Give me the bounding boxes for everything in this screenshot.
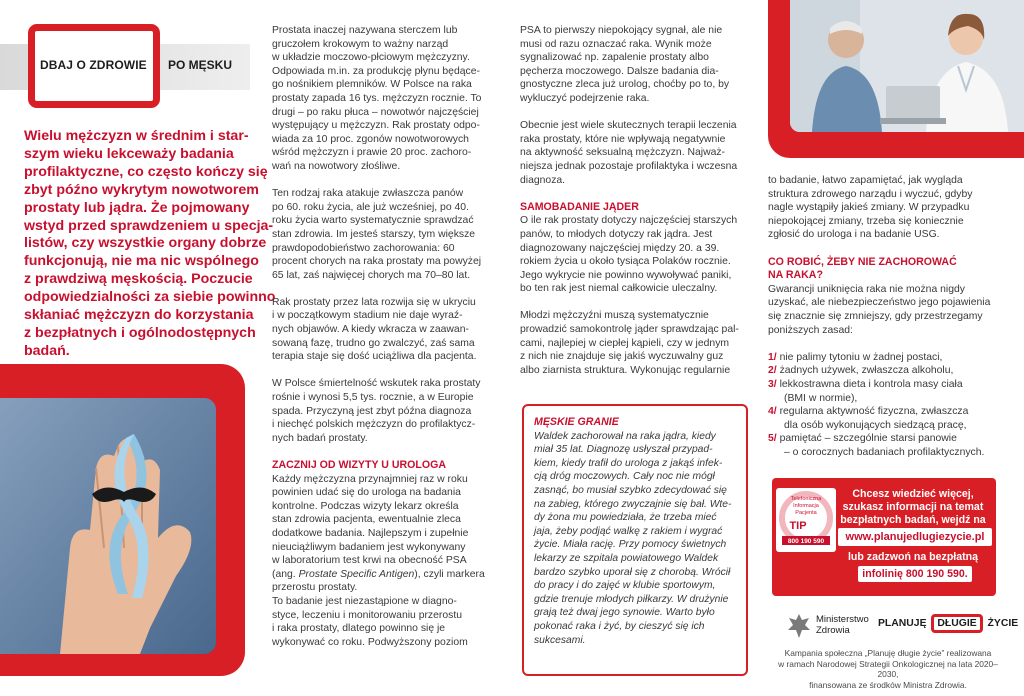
logo-tip: TIP [789, 520, 807, 532]
lead-line: zbyt późno wykrytym nowotworem [24, 181, 259, 198]
text-line: wań na nowotwory złośliwe. [272, 160, 401, 172]
info-line: Chcesz wiedzieć więcej, [852, 488, 974, 500]
section-heading-prevention [768, 256, 1008, 283]
paragraph [768, 283, 1008, 337]
text-fragment-italic: Prostate Specific Antigen [298, 568, 415, 580]
story-line: grają też dwaj jego synowie. Warto było [534, 607, 715, 619]
list-item [768, 364, 1008, 378]
text-line: spada. Przyczyną jest zbyt późna diagnoza [272, 405, 472, 417]
campaign-line: w ramach Narodowej Strategii Onkologicznej na lata 2020–2030, [778, 658, 998, 679]
story-line: Waldek zachorował na raka jądra, kiedy [534, 430, 716, 442]
text-line: PSA to pierwszy niepokojący sygnał, ale nie [520, 25, 723, 36]
logo-line: Telefoniczna [790, 496, 822, 502]
list-number: 4/ [768, 406, 777, 418]
column-3 [520, 24, 752, 391]
text-line: diagnoza. [520, 174, 566, 186]
lead-line: odpowiedzialności za siebie powinno [24, 289, 276, 306]
section-subtitle: PO MĘSKU [168, 58, 233, 72]
campaign-logo [878, 614, 1018, 633]
text-line: procent chorych na raka prostaty ma powyżej [272, 256, 482, 268]
logo-phone: 800 190 590 [787, 538, 825, 545]
text-line: i raka prostaty, dlatego powinno się je [272, 623, 446, 635]
text-line: dodatkowe badania. Najlepszym i zupełnie [272, 527, 469, 539]
text-line: gnostyczne zleca już urolog, choćby po to, by [520, 79, 730, 91]
list-item [768, 405, 1008, 419]
text-line: Odpowiada m.in. za produkcję płynu będące- [272, 65, 480, 77]
info-line: szukasz informacji na temat [842, 501, 984, 514]
text-line: panów, to młodych dotyczy rak jądra. Jest [520, 228, 713, 240]
campaign-note [768, 648, 1008, 690]
text-line: po 60. roku życia, ale już wcześniej, po 40. [272, 201, 469, 213]
text-line: powinien udać się do urologa na badania [272, 487, 461, 499]
list-text: regularna aktywność fizyczna, zwłaszcza [779, 406, 969, 418]
ribbon-mustache-photo [0, 398, 216, 654]
hours-text: Infolinia jest czynna 24 godziny na dobę, 7 dni w tygodniu. [775, 598, 993, 608]
text-line: Jego wykrycie nie powinno wywoływać paniki, [520, 269, 732, 281]
section-heading-urolog: ZACZNIJ OD WIZYTY U UROLOGA [272, 459, 447, 471]
story-line: sukcesami. [534, 634, 586, 646]
text-line: prostaty zapada 16 tys. mężczyzn rocznie. To [272, 92, 482, 104]
text-line: w laboratorium test krwi na obecność PSA [272, 555, 467, 567]
logo-line: Informacja [793, 503, 819, 509]
list-item [768, 432, 1008, 446]
paragraph [272, 296, 504, 364]
text-fragment: ), czyli markera [414, 568, 485, 580]
story-box [522, 404, 748, 676]
brand-mid: DŁUGIE [931, 614, 982, 633]
text-line: struktura zdrowego narządu i wyczuć, gdyby [768, 188, 973, 200]
text-line: 65 lat, zaś najwięcej chorych ma 70–80 lat. [272, 269, 471, 281]
story-line: jaja, żeby podjąć walkę z rakiem i wygrać [534, 525, 723, 537]
text-line: albo ziarnista struktura. Wykonując regularnie [520, 364, 731, 376]
info-text [838, 488, 988, 528]
text-line: rokiem życia u około tysiąca Polaków rocznie. [520, 256, 731, 268]
text-line: wiada za 10 proc. zgonów nowotworowych [272, 133, 469, 145]
text-line: prowadzić samokontrolę jąder sprawdzając pal- [520, 324, 739, 336]
logo-line: Pacjenta [795, 510, 817, 516]
story-line: życie. Miała rację. Przy pomocy świetnych [534, 539, 727, 551]
heading-line: NA RAKA? [768, 269, 823, 282]
text-line: drugi – po raku płuca – nowotwór najczęściej [272, 106, 479, 118]
lead-paragraph [24, 128, 276, 361]
ministry-logo [816, 614, 869, 636]
text-line: i niechęć polskich mężczyzn do profilaktycz- [272, 419, 476, 431]
text-line: gruczołem krokowym to ważny narząd [272, 38, 449, 50]
text-line: diagnozowany najczęściej między 20. a 39. [520, 242, 720, 254]
brand-left: PLANUJĘ [878, 618, 927, 629]
lead-line: badań. [24, 342, 70, 359]
heading-line: CO ROBIĆ, ŻEBY NIE ZACHOROWAĆ [768, 255, 957, 268]
ribbon-mustache-icon [0, 398, 216, 654]
text-line: Każdy mężczyzna przynajmniej raz w roku [272, 473, 468, 485]
lead-line: listów, czy wszystkie organy dobrze [24, 235, 267, 252]
doctor-patient-icon [790, 0, 1024, 132]
list-item [768, 351, 1008, 365]
story-line: miał 35 lat. Diagnozę usłyszał przypad- [534, 444, 713, 456]
lead-line: profilaktyczne, co często kończy się [24, 163, 268, 180]
text-line: Prostata inaczej nazywana sterczem lub [272, 25, 458, 36]
text-line: stan zdrowia. Im jesteś starszy, tym większe [272, 228, 476, 240]
phone-link[interactable]: infolinię 800 190 590. [858, 566, 972, 582]
story-line: dy żona mu powiedziała, że trzeba mieć [534, 512, 717, 524]
paragraph [520, 309, 752, 377]
list-item-cont: (BMI w normie), [784, 392, 858, 404]
text-line: uzyskać, ale niebezpieczeństwo jego pojawienia [768, 297, 991, 309]
text-line: w układzie moczowo-płciowym mężczyzny. [272, 52, 470, 64]
text-line: na aktywność seksualną mężczyzn. Najważ- [520, 147, 726, 159]
list-number: 2/ [768, 365, 777, 377]
section-title: DBAJ O ZDROWIE [40, 58, 147, 72]
lead-line: wstyd przed sprawdzeniem u specja- [24, 217, 274, 234]
list-number: 5/ [768, 433, 777, 445]
call-text: lub zadzwoń na bezpłatną [847, 551, 979, 563]
text-line: sygnalizować np. zapalenie prostaty albo [520, 52, 709, 64]
text-line: Młodzi mężczyźni muszą systematycznie [520, 310, 709, 322]
column-2 [272, 24, 504, 649]
text-line: nagle wystąpiły jakieś zmiany. W przypadku [768, 202, 970, 214]
lead-line: z prawdziwą męskością. Poczucie [24, 271, 253, 288]
list-text: pamiętać – szczególnie starsi panowie [779, 433, 957, 445]
paragraph [520, 119, 752, 187]
list-item [768, 378, 1008, 392]
text-line: poniższych zasad: [768, 324, 853, 336]
text-line: O ile rak prostaty dotyczy najczęściej starszych [520, 215, 738, 227]
text-line: cami, najlepiej w ciepłej kąpieli, czy w jednym [520, 337, 730, 349]
text-line: występujący u mężczyzn. Rak prostaty odpo- [272, 120, 480, 132]
text-line [272, 568, 504, 582]
list-text: lekkostrawna dieta i kontrola masy ciała [779, 378, 963, 390]
text-line: sowaną fazę, trudno go zwalczyć, zaś sama [272, 337, 475, 349]
website-link[interactable]: www.planujedlugiezycie.pl [838, 528, 992, 546]
eagle-emblem [786, 612, 812, 640]
text-line: wykonywać co roku. Podwyższony poziom [272, 636, 468, 648]
paragraph [520, 214, 752, 296]
story-title: MĘSKIE GRANIE [534, 416, 619, 428]
story-line: pokonać raka i żyć, by cieszyć się ich [534, 620, 705, 632]
eagle-icon [786, 612, 812, 640]
section-heading-samobadanie: SAMOBADANIE JĄDER [520, 200, 639, 213]
lead-line: funkcjonują, nie ma nic wspólnego [24, 253, 259, 270]
text-line: styce, leczeniu i monitorowaniu przerostu [272, 609, 463, 621]
story-line: na zabieg, którego zwyczajnie się bał. Wte- [534, 498, 732, 510]
text-line: To badanie jest niezastąpione w diagno- [272, 595, 457, 607]
story-line: gdzie trenuje młodych piłkarzy. W drużynie [534, 593, 729, 605]
text-line: terapia staje się dość uciążliwa dla pacjenta. [272, 351, 477, 363]
ministry-line: Zdrowia [816, 625, 850, 636]
text-line: to badanie, łatwo zapamiętać, jak wygląda [768, 175, 963, 186]
list-text: nie palimy tytoniu w żadnej postaci, [779, 351, 943, 363]
tip-logo [776, 488, 836, 552]
column-4 [768, 174, 1008, 459]
lead-line: szym wieku lekceważy badania [24, 145, 234, 162]
info-line: bezpłatnych badań, wejdź na [840, 514, 986, 527]
text-line: wśród mężczyzn i prawie 20 proc. zachoro- [272, 147, 472, 159]
story-line: zasnąć, bo musiał szybko zdecydować się [534, 484, 727, 496]
story-line: do pracy i do zajęć w klubie sportowym, [534, 580, 716, 592]
text-line: nych objawów. A kiedy wkracza w zaawan- [272, 324, 469, 336]
text-line: Obecnie jest wiele skutecznych terapii leczenia [520, 120, 737, 132]
rules-list [768, 351, 1008, 460]
paragraph [768, 174, 1008, 242]
doctor-patient-photo [790, 0, 1024, 132]
paragraph [272, 377, 504, 445]
text-line: roku życia warto systematycznie sprawdzać [272, 215, 474, 227]
paragraph [272, 24, 504, 174]
paragraph [272, 187, 504, 282]
text-line: kontrolne. Podczas wizyty lekarz określa [272, 500, 459, 512]
lead-line: prostaty lub jądra. Że pojmowany [24, 199, 250, 216]
text-line: Rak prostaty przez lata rozwija się w ukryciu [272, 296, 476, 308]
list-item-cont: dla osób wykonujących siedzącą pracę, [784, 419, 967, 431]
text-line: W Polsce śmiertelność wskutek raka prostaty [272, 378, 481, 390]
ministry-line: Ministerstwo [816, 614, 869, 625]
text-line: niejsza jednak pozostaje profilaktyka i wczesna [520, 160, 738, 172]
text-line: niepokojącej zmiany, trzeba się koniecznie [768, 215, 964, 227]
paragraph [520, 24, 752, 106]
list-text: żadnych używek, zwłaszcza alkoholu, [779, 365, 954, 377]
text-line: rośnie i wynosi 5,5 tys. rocznie, a w Europie [272, 392, 474, 404]
text-line: bo ten rak jest niemal całkowicie uleczalny. [520, 283, 718, 295]
list-number: 3/ [768, 378, 777, 390]
tip-logo-icon [776, 488, 836, 552]
list-item-cont: – o corocznych badaniach profilaktycznych. [784, 446, 985, 458]
lead-line: skłaniać mężczyzn do korzystania [24, 307, 254, 324]
lead-line: z bezpłatnych i ogólnodostępnych [24, 324, 256, 341]
text-line: raka prostaty, które nie wpływają negatywnie [520, 133, 726, 145]
text-line: i w początkowym stadium nie daje wyraź- [272, 310, 463, 322]
campaign-line: Kampania społeczna „Planuję długie życie” realizowana [784, 648, 992, 658]
text-line: zgłosić do urologa i na badanie USG. [768, 229, 940, 241]
text-line: z nich nie znajduje się jakiś wyczuwalny guz [520, 351, 724, 363]
text-line: Ten rodzaj raka atakuje zwłaszcza panów [272, 188, 464, 200]
story-line: kiem, kiedy trafił do urologa z jakąś infek- [534, 457, 723, 469]
lead-line: Wielu mężczyzn w średnim i star- [24, 128, 249, 144]
paragraph [272, 473, 504, 650]
text-line: prawdopodobieństwo zachorowania: 60 [272, 242, 455, 254]
story-line: lekarzy ze szpitala powiatowego Waldek [534, 552, 719, 564]
text-line: stan zdrowia pacjenta, ewentualnie zleca [272, 514, 461, 526]
brand-right: ŻYCIE [987, 618, 1019, 629]
story-line: bardzo szybko uporał się z chorobą. Wrócił [534, 566, 731, 578]
text-line: nych badań prostaty. [272, 432, 368, 444]
campaign-line: finansowana ze środków Ministra Zdrowia. [809, 679, 967, 690]
text-fragment: (ang. [272, 568, 299, 580]
list-number: 1/ [768, 351, 777, 363]
text-line: go nośnikiem plemników. W Polsce na raka [272, 79, 472, 91]
text-line: nieuciążliwym badaniem jest wykonywany [272, 541, 466, 553]
text-line: przerostu prostaty. [272, 582, 358, 594]
text-line: się znacznie się zmniejszy, gdy przestrzegamy [768, 310, 983, 322]
text-line: pęcherza moczowego. Dalsze badania dia- [520, 65, 719, 77]
text-line: wykluczyć podejrzenie raka. [520, 92, 650, 104]
story-line: cją dróg moczowych. Cały noc nie mógł [534, 471, 715, 483]
text-line: musi od razu oznaczać raka. Wynik może [520, 38, 712, 50]
text-line: Gwarancji uniknięcia raka nie można nigdy [768, 283, 965, 295]
